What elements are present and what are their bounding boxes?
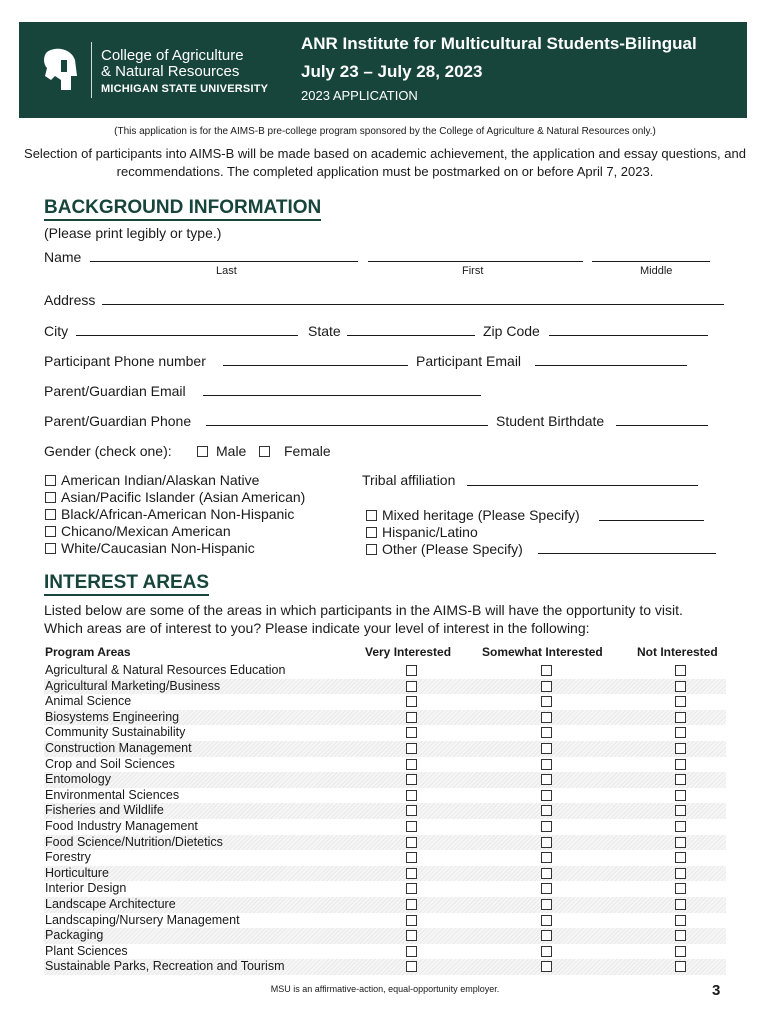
table-row bbox=[44, 928, 726, 944]
table-row bbox=[44, 835, 726, 851]
very-interested-checkbox[interactable] bbox=[406, 712, 417, 723]
ethnicity-option: Other (Please Specify) bbox=[382, 541, 523, 557]
not-interested-checkbox[interactable] bbox=[675, 774, 686, 785]
ethnicity-option: Chicano/Mexican American bbox=[61, 523, 231, 539]
interest-intro-line2: Which areas are of interest to you? Please indicate your level of interest in the following: bbox=[44, 620, 590, 636]
background-heading: BACKGROUND INFORMATION bbox=[44, 197, 321, 221]
not-interested-checkbox[interactable] bbox=[675, 681, 686, 692]
ethnicity-option: Asian/Pacific Islander (Asian American) bbox=[61, 489, 306, 505]
very-interested-checkbox[interactable] bbox=[406, 696, 417, 707]
table-row bbox=[44, 819, 726, 835]
somewhat-interested-checkbox[interactable] bbox=[541, 712, 552, 723]
female-checkbox[interactable] bbox=[259, 446, 270, 457]
very-interested-checkbox[interactable] bbox=[406, 743, 417, 754]
ethnicity-checkbox[interactable] bbox=[45, 543, 56, 554]
not-interested-checkbox[interactable] bbox=[675, 821, 686, 832]
middle-name-field[interactable] bbox=[592, 261, 710, 262]
not-interested-checkbox[interactable] bbox=[675, 837, 686, 848]
somewhat-interested-checkbox[interactable] bbox=[541, 665, 552, 676]
logo-text-msu: MICHIGAN STATE UNIVERSITY bbox=[101, 83, 269, 95]
somewhat-interested-checkbox[interactable] bbox=[541, 930, 552, 941]
very-interested-checkbox[interactable] bbox=[406, 759, 417, 770]
very-interested-checkbox[interactable] bbox=[406, 790, 417, 801]
footer-text: MSU is an affirmative-action, equal-opportunity employer. bbox=[270, 984, 500, 994]
tribal-affiliation-field[interactable] bbox=[467, 485, 698, 486]
disclaimer-text: (This application is for the AIMS-B pre-college program sponsored by the College of Agriculture & Natural Resources only.) bbox=[114, 126, 656, 137]
table-row bbox=[44, 694, 726, 710]
somewhat-interested-checkbox[interactable] bbox=[541, 883, 552, 894]
very-interested-checkbox[interactable] bbox=[406, 883, 417, 894]
program-area-name: Agricultural & Natural Resources Education bbox=[45, 663, 286, 677]
address-label: Address bbox=[44, 292, 96, 308]
program-area-name: Crop and Soil Sciences bbox=[45, 756, 175, 771]
very-interested-checkbox[interactable] bbox=[406, 961, 417, 972]
not-interested-checkbox[interactable] bbox=[675, 743, 686, 754]
last-label: Last bbox=[216, 265, 237, 277]
table-row bbox=[44, 757, 726, 773]
phone-label: Participant Phone number bbox=[44, 353, 206, 369]
parent-phone-field[interactable] bbox=[206, 425, 488, 426]
table-row bbox=[44, 679, 726, 695]
ethnicity-option: Black/African-American Non-Hispanic bbox=[61, 506, 295, 522]
ethnicity-checkbox[interactable] bbox=[45, 492, 56, 503]
zip-field[interactable] bbox=[549, 335, 708, 336]
somewhat-interested-checkbox[interactable] bbox=[541, 852, 552, 863]
table-row bbox=[44, 725, 726, 741]
birthdate-label: Student Birthdate bbox=[496, 413, 605, 429]
column-somewhat-interested: Somewhat Interested bbox=[482, 645, 603, 659]
program-area-name: Food Industry Management bbox=[45, 819, 198, 833]
zip-label: Zip Code bbox=[483, 323, 540, 339]
not-interested-checkbox[interactable] bbox=[675, 852, 686, 863]
program-area-name: Animal Science bbox=[45, 694, 132, 709]
somewhat-interested-checkbox[interactable] bbox=[541, 805, 552, 816]
header-banner bbox=[19, 22, 747, 118]
table-row bbox=[44, 881, 726, 897]
ethnicity-checkbox[interactable] bbox=[366, 510, 377, 521]
very-interested-checkbox[interactable] bbox=[406, 852, 417, 863]
program-area-name: Horticulture bbox=[45, 865, 109, 880]
state-field[interactable] bbox=[347, 335, 475, 336]
email-field[interactable] bbox=[535, 365, 687, 366]
city-label: City bbox=[44, 323, 69, 339]
male-label: Male bbox=[216, 443, 247, 459]
program-area-name: Community Sustainability bbox=[45, 725, 186, 740]
very-interested-checkbox[interactable] bbox=[406, 868, 417, 879]
table-row bbox=[44, 772, 726, 788]
male-checkbox[interactable] bbox=[197, 446, 208, 457]
not-interested-checkbox[interactable] bbox=[675, 946, 686, 957]
program-area-name: Forestry bbox=[45, 850, 91, 865]
not-interested-checkbox[interactable] bbox=[675, 665, 686, 676]
parent-phone-label: Parent/Guardian Phone bbox=[44, 413, 192, 429]
interest-heading: INTEREST AREAS bbox=[44, 572, 209, 596]
not-interested-checkbox[interactable] bbox=[675, 712, 686, 723]
program-area-name: Fisheries and Wildlife bbox=[45, 803, 164, 818]
table-row bbox=[44, 897, 726, 913]
table-row bbox=[44, 741, 726, 757]
very-interested-checkbox[interactable] bbox=[406, 774, 417, 785]
parent-email-label: Parent/Guardian Email bbox=[44, 383, 186, 399]
tribal-affiliation-label: Tribal affiliation bbox=[362, 472, 456, 488]
not-interested-checkbox[interactable] bbox=[675, 883, 686, 894]
not-interested-checkbox[interactable] bbox=[675, 961, 686, 972]
very-interested-checkbox[interactable] bbox=[406, 727, 417, 738]
program-area-name: Sustainable Parks, Recreation and Tourism bbox=[45, 959, 285, 974]
somewhat-interested-checkbox[interactable] bbox=[541, 681, 552, 692]
program-area-name: Interior Design bbox=[45, 881, 127, 896]
program-area-name: Food Science/Nutrition/Dietetics bbox=[45, 834, 223, 849]
other-ethnicity-field[interactable] bbox=[538, 553, 716, 554]
very-interested-checkbox[interactable] bbox=[406, 930, 417, 941]
logo-text-resources: & Natural Resources bbox=[101, 63, 240, 80]
name-label: Name bbox=[44, 249, 82, 265]
program-area-name: Biosystems Engineering bbox=[45, 709, 180, 724]
not-interested-checkbox[interactable] bbox=[675, 805, 686, 816]
table-row bbox=[44, 850, 726, 866]
print-note: (Please print legibly or type.) bbox=[44, 225, 222, 241]
state-label: State bbox=[308, 323, 341, 339]
somewhat-interested-checkbox[interactable] bbox=[541, 774, 552, 785]
ethnicity-option: Mixed heritage (Please Specify) bbox=[382, 507, 580, 523]
first-label: First bbox=[462, 265, 484, 277]
column-program-areas: Program Areas bbox=[45, 645, 131, 659]
table-row bbox=[44, 944, 726, 960]
application-year: 2023 APPLICATION bbox=[301, 88, 418, 103]
somewhat-interested-checkbox[interactable] bbox=[541, 946, 552, 957]
page-title: ANR Institute for Multicultural Students-Bilingual bbox=[301, 34, 697, 53]
ethnicity-option: American Indian/Alaskan Native bbox=[61, 472, 260, 488]
interest-table-header bbox=[44, 645, 726, 661]
program-area-name: Packaging bbox=[45, 928, 104, 943]
column-not-interested: Not Interested bbox=[637, 645, 718, 659]
not-interested-checkbox[interactable] bbox=[675, 727, 686, 738]
somewhat-interested-checkbox[interactable] bbox=[541, 790, 552, 801]
first-name-field[interactable] bbox=[368, 261, 583, 262]
very-interested-checkbox[interactable] bbox=[406, 946, 417, 957]
very-interested-checkbox[interactable] bbox=[406, 915, 417, 926]
somewhat-interested-checkbox[interactable] bbox=[541, 821, 552, 832]
not-interested-checkbox[interactable] bbox=[675, 759, 686, 770]
interest-intro-line1: Listed below are some of the areas in which participants in the AIMS-B will have the opportunity to visit. bbox=[44, 602, 683, 618]
somewhat-interested-checkbox[interactable] bbox=[541, 868, 552, 879]
very-interested-checkbox[interactable] bbox=[406, 805, 417, 816]
female-label: Female bbox=[284, 443, 331, 459]
program-area-name: Agricultural Marketing/Business bbox=[45, 678, 221, 693]
ethnicity-checkbox[interactable] bbox=[366, 527, 377, 538]
not-interested-checkbox[interactable] bbox=[675, 930, 686, 941]
ethnicity-option: Hispanic/Latino bbox=[382, 524, 478, 540]
not-interested-checkbox[interactable] bbox=[675, 790, 686, 801]
not-interested-checkbox[interactable] bbox=[675, 868, 686, 879]
address-field[interactable] bbox=[102, 304, 724, 305]
page-number: 3 bbox=[712, 982, 721, 999]
intro-text: Selection of participants into AIMS-B will be made based on academic achievement, the application and essay questions, and recommendations. The completed application must be postmarked on or before April 7, 2023. bbox=[24, 146, 746, 179]
program-area-name: Environmental Sciences bbox=[45, 787, 180, 802]
logo-divider bbox=[91, 42, 92, 98]
program-area-name: Landscaping/Nursery Management bbox=[45, 912, 240, 927]
program-area-name: Plant Sciences bbox=[45, 943, 128, 958]
msu-logo bbox=[41, 42, 281, 102]
email-label: Participant Email bbox=[416, 353, 522, 369]
not-interested-checkbox[interactable] bbox=[675, 696, 686, 707]
table-row bbox=[44, 663, 726, 679]
somewhat-interested-checkbox[interactable] bbox=[541, 915, 552, 926]
very-interested-checkbox[interactable] bbox=[406, 899, 417, 910]
table-row bbox=[44, 788, 726, 804]
very-interested-checkbox[interactable] bbox=[406, 821, 417, 832]
ethnicity-checkbox[interactable] bbox=[45, 475, 56, 486]
program-area-name: Construction Management bbox=[45, 741, 192, 755]
not-interested-checkbox[interactable] bbox=[675, 915, 686, 926]
column-very-interested: Very Interested bbox=[365, 645, 452, 659]
ethnicity-checkbox[interactable] bbox=[45, 526, 56, 537]
somewhat-interested-checkbox[interactable] bbox=[541, 727, 552, 738]
parent-email-field[interactable] bbox=[203, 395, 481, 396]
program-dates: July 23 – July 28, 2023 bbox=[301, 62, 483, 81]
gender-label: Gender (check one): bbox=[44, 443, 172, 459]
city-field[interactable] bbox=[76, 335, 298, 336]
birthdate-field[interactable] bbox=[616, 425, 708, 426]
middle-label: Middle bbox=[640, 265, 673, 277]
table-row bbox=[44, 866, 726, 882]
very-interested-checkbox[interactable] bbox=[406, 665, 417, 676]
spartan-helmet-icon bbox=[41, 46, 81, 94]
program-area-name: Landscape Architecture bbox=[45, 897, 176, 911]
very-interested-checkbox[interactable] bbox=[406, 681, 417, 692]
ethnicity-checkbox[interactable] bbox=[45, 509, 56, 520]
program-area-name: Entomology bbox=[45, 772, 112, 787]
somewhat-interested-checkbox[interactable] bbox=[541, 961, 552, 972]
table-row bbox=[44, 710, 726, 726]
somewhat-interested-checkbox[interactable] bbox=[541, 743, 552, 754]
ethnicity-option: White/Caucasian Non-Hispanic bbox=[61, 540, 255, 556]
somewhat-interested-checkbox[interactable] bbox=[541, 759, 552, 770]
table-row bbox=[44, 959, 726, 975]
table-row bbox=[44, 803, 726, 819]
logo-text-college: College of Agriculture bbox=[101, 47, 244, 64]
phone-field[interactable] bbox=[223, 365, 408, 366]
table-row bbox=[44, 913, 726, 929]
somewhat-interested-checkbox[interactable] bbox=[541, 837, 552, 848]
somewhat-interested-checkbox[interactable] bbox=[541, 899, 552, 910]
last-name-field[interactable] bbox=[90, 261, 358, 262]
somewhat-interested-checkbox[interactable] bbox=[541, 696, 552, 707]
not-interested-checkbox[interactable] bbox=[675, 899, 686, 910]
ethnicity-checkbox[interactable] bbox=[366, 544, 377, 555]
very-interested-checkbox[interactable] bbox=[406, 837, 417, 848]
mixed-heritage-field[interactable] bbox=[599, 520, 704, 521]
